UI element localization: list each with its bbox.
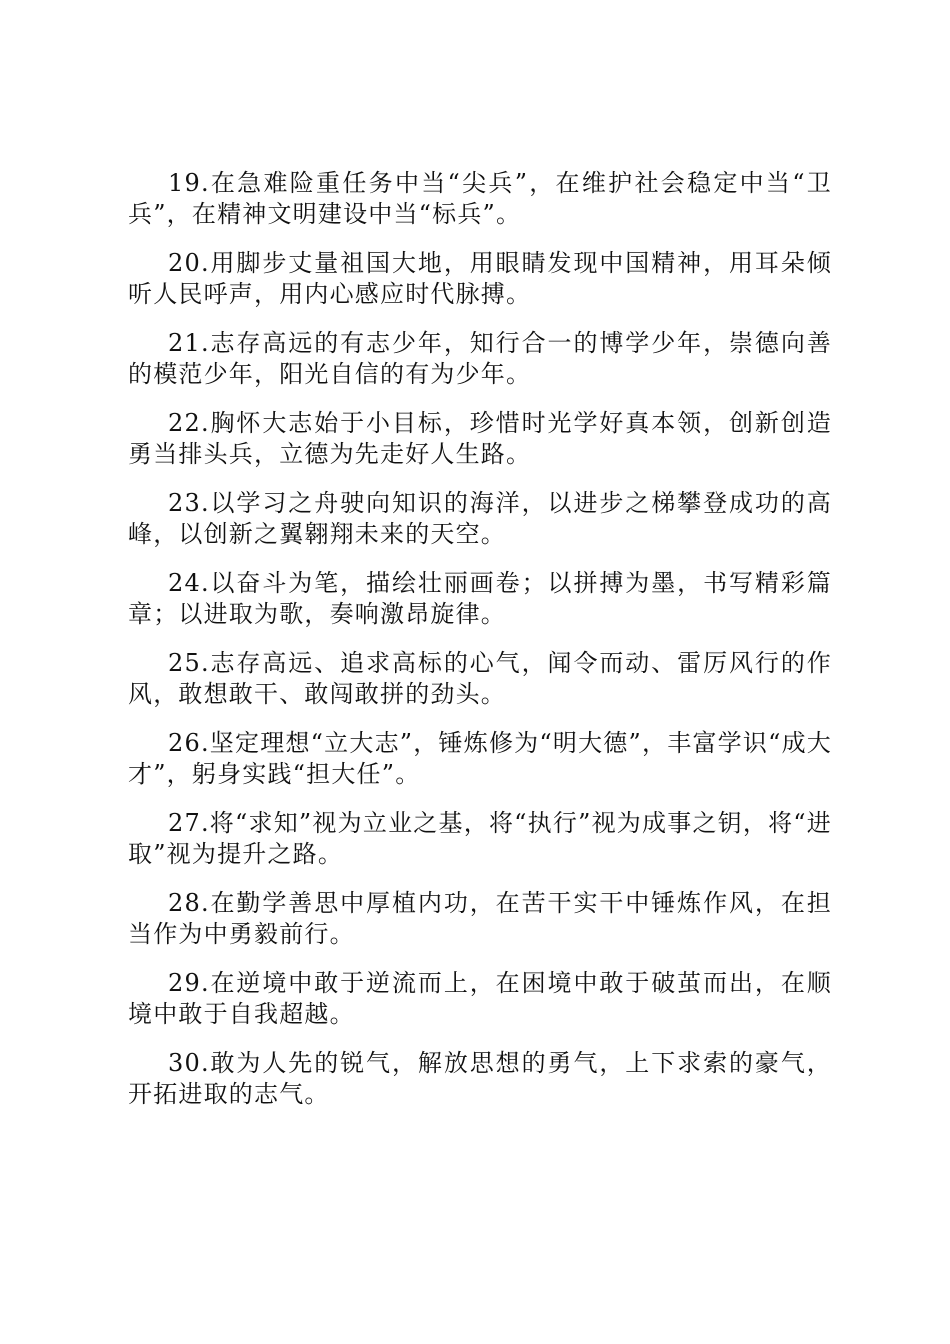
paragraph-23: 23.以学习之舟驶向知识的海洋，以进步之梯攀登成功的高峰，以创新之翼翱翔未来的天空。 — [128, 489, 832, 548]
document-body — [128, 168, 832, 1128]
paragraph-25: 25.志存高远、追求高标的心气，闻令而动、雷厉风行的作风，敢想敢干、敢闯敢拼的劲头。 — [128, 649, 832, 708]
paragraph-28: 28.在勤学善思中厚植内功，在苦干实干中锤炼作风，在担当作为中勇毅前行。 — [128, 889, 832, 948]
paragraph-19: 19.在急难险重任务中当“尖兵”，在维护社会稳定中当“卫兵”，在精神文明建设中当“标兵”。 — [128, 169, 832, 228]
paragraph-29: 29.在逆境中敢于逆流而上，在困境中敢于破茧而出，在顺境中敢于自我超越。 — [128, 969, 832, 1028]
paragraph-24: 24.以奋斗为笔，描绘壮丽画卷；以拼搏为墨，书写精彩篇章；以进取为歌，奏响激昂旋律。 — [128, 569, 832, 628]
paragraph-26: 26.坚定理想“立大志”，锤炼修为“明大德”，丰富学识“成大才”，躬身实践“担大任”。 — [128, 729, 832, 788]
paragraph-22: 22.胸怀大志始于小目标，珍惜时光学好真本领，创新创造勇当排头兵，立德为先走好人生路。 — [128, 409, 832, 468]
paragraph-20: 20.用脚步丈量祖国大地，用眼睛发现中国精神，用耳朵倾听人民呼声，用内心感应时代脉搏。 — [128, 249, 832, 308]
paragraph-21: 21.志存高远的有志少年，知行合一的博学少年，崇德向善的模范少年，阳光自信的有为少年。 — [128, 329, 832, 388]
paragraph-30: 30.敢为人先的锐气，解放思想的勇气，上下求索的豪气，开拓进取的志气。 — [128, 1049, 832, 1108]
paragraph-27: 27.将“求知”视为立业之基，将“执行”视为成事之钥，将“进取”视为提升之路。 — [128, 809, 832, 868]
